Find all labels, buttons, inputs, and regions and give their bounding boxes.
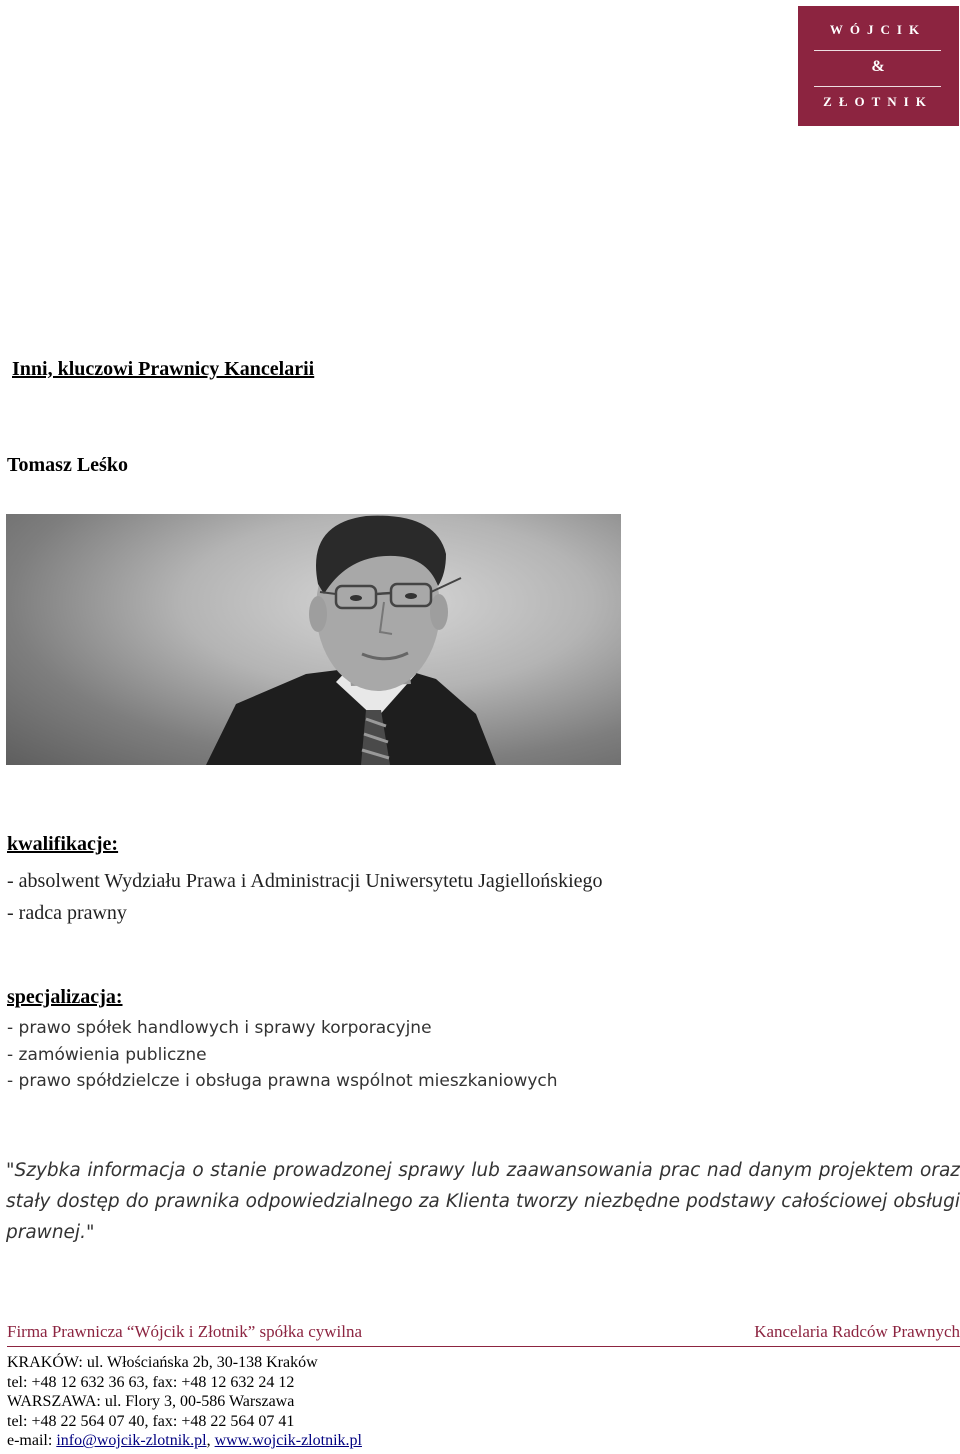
- firm-logo: [798, 6, 959, 126]
- logo-line-1: WÓJCIK: [829, 22, 927, 37]
- link-separator: ,: [206, 1432, 215, 1450]
- footer-firm-type: Kancelaria Radców Prawnych: [754, 1322, 960, 1341]
- logo-ampersand: &: [871, 58, 885, 75]
- portrait-illustration: [6, 514, 621, 765]
- qualification-item: - radca prawny: [7, 902, 127, 924]
- footer-contact: [7, 1353, 362, 1451]
- logo-divider: [814, 50, 941, 51]
- qualification-item: - absolwent Wydziału Prawa i Administracji Uniwersytetu Jagiellońskiego: [7, 870, 603, 892]
- specialization-list: [7, 1015, 558, 1095]
- specialization-item: - prawo spółek handlowych i sprawy korporacyjne: [7, 1018, 432, 1038]
- email-label: e-mail:: [7, 1432, 57, 1450]
- warszawa-phone: tel: +48 22 564 07 40, fax: +48 22 564 07 41: [7, 1412, 295, 1430]
- specialization-heading: specjalizacja:: [7, 986, 123, 1008]
- footer-divider: [7, 1346, 960, 1347]
- logo-divider: [814, 86, 941, 87]
- warszawa-address: WARSZAWA: ul. Flory 3, 00-586 Warszawa: [7, 1393, 295, 1411]
- section-title: Inni, kluczowi Prawnicy Kancelarii: [12, 358, 315, 380]
- email-link[interactable]: info@wojcik-zlotnik.pl: [56, 1432, 207, 1450]
- logo-line-3: ZŁOTNIK: [823, 94, 933, 109]
- website-link[interactable]: www.wojcik-zlotnik.pl: [214, 1432, 362, 1450]
- specialization-item: - zamówienia publiczne: [7, 1044, 207, 1065]
- krakow-address: KRAKÓW: ul. Włościańska 2b, 30-138 Kraków: [7, 1354, 318, 1371]
- portrait-photo: [6, 514, 621, 765]
- client-quote: "Szybka informacja o stanie prowadzonej sprawy lub zaawansowania prac nad danym projektem oraz stały dostęp do prawnika odpowiedzialnego za Klienta tworzy niezbędne podstawy całościowej obsługi prawnej.": [6, 1160, 960, 1243]
- footer-email-line: [7, 1431, 362, 1451]
- qualifications-heading: kwalifikacje:: [7, 833, 119, 855]
- krakow-phone: tel: +48 12 632 36 63, fax: +48 12 632 24 12: [7, 1373, 295, 1391]
- specialization-item: - prawo spółdzielcze i obsługa prawna wspólnot mieszkaniowych: [7, 1071, 558, 1091]
- footer-firm-name: Firma Prawnicza “Wójcik i Złotnik” spółka cywilna: [7, 1322, 363, 1341]
- qualifications-list: [7, 865, 603, 929]
- person-name: Tomasz Leśko: [7, 454, 128, 476]
